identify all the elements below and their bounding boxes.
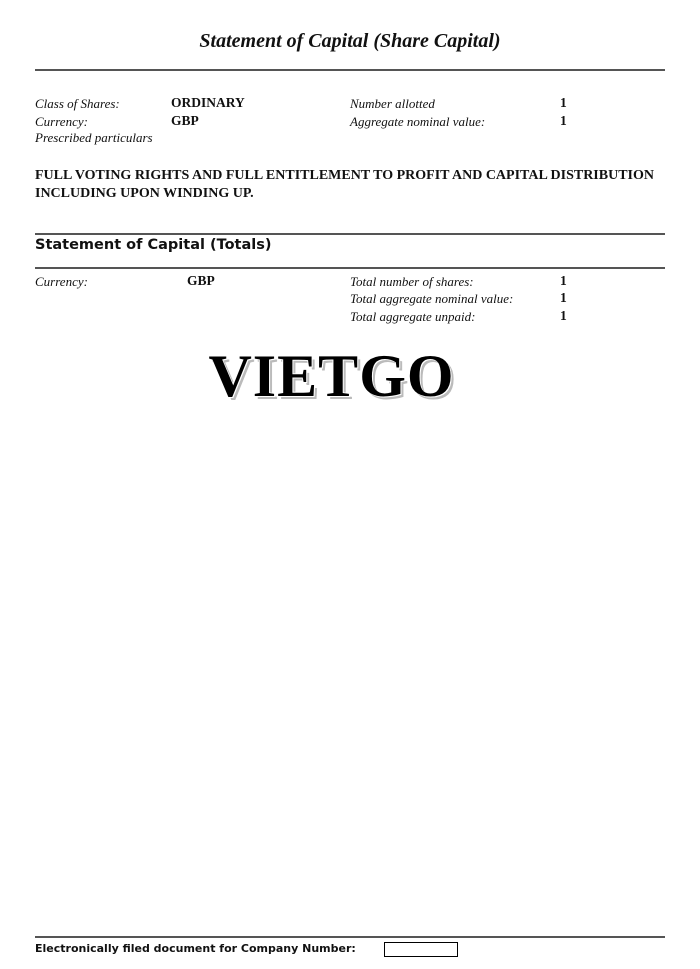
aggregate-nominal-value: 1 [560,113,567,128]
watermark-logo: VIETGO [208,343,455,409]
total-shares-value: 1 [560,273,567,288]
page-title: Statement of Capital (Share Capital) [199,30,501,52]
number-allotted-label: Number allotted [350,96,435,111]
class-of-shares-value: ORDINARY [171,95,245,110]
company-number-box [384,942,458,957]
total-unpaid-value: 1 [560,308,567,323]
prescribed-particulars-text: FULL VOTING RIGHTS AND FULL ENTITLEMENT TO PROFIT AND CAPITAL DISTRIBUTION INCLUDING UPON WINDING UP. [35,168,654,201]
aggregate-nominal-label: Aggregate nominal value: [350,114,486,129]
totals-currency-label: Currency: [35,274,88,289]
prescribed-particulars-label: Prescribed particulars [35,130,153,145]
footer-divider [35,936,665,938]
number-allotted-value: 1 [560,95,567,110]
totals-currency-value: GBP [187,273,215,288]
total-nominal-label: Total aggregate nominal value: [350,291,514,306]
total-nominal-value: 1 [560,290,567,305]
footer-label: Electronically filed document for Company Number: [35,942,356,955]
class-of-shares-label: Class of Shares: [35,96,120,111]
total-shares-label: Total number of shares: [350,274,474,289]
total-unpaid-label: Total aggregate unpaid: [350,309,476,324]
title-divider [35,69,665,71]
currency-value: GBP [171,113,199,128]
totals-section-title: Statement of Capital (Totals) [35,237,272,253]
totals-bottom-divider [35,267,665,269]
totals-top-divider [35,233,665,235]
currency-label: Currency: [35,114,88,129]
